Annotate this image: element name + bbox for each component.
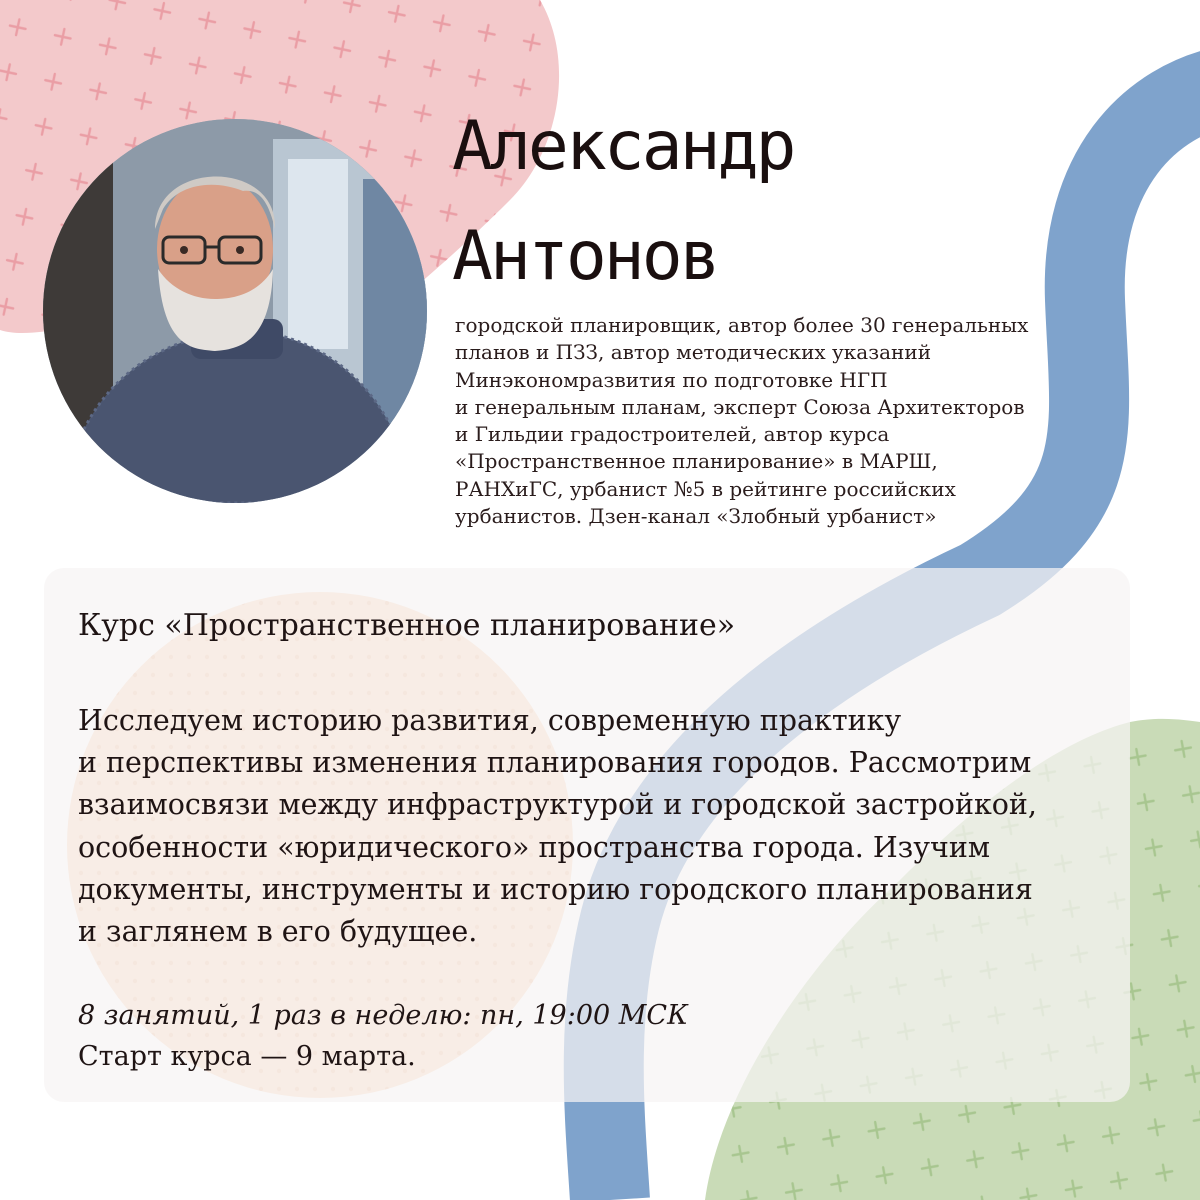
course-start-date: Старт курса — 9 марта. [78,1041,416,1072]
speaker-last-name: Антонов [452,217,718,296]
speaker-first-name: Александр [452,107,794,186]
bio-line: планов и ПЗЗ, автор методических указаний [455,340,932,365]
speaker-name [452,92,793,312]
course-description [78,700,1037,953]
bio-line: «Пространственное планирование» в МАРШ, [455,449,938,474]
speaker-bio [455,312,1155,530]
bio-line: и Гильдии градостроителей, автор курса [455,422,890,447]
description-line: Исследуем историю развития, современную практику [78,704,902,737]
course-schedule: 8 занятий, 1 раз в неделю: пн, 19:00 МСК [78,1000,688,1031]
course-title: Курс «Пространственное планирование» [78,608,736,643]
bio-line: Минэкономразвития по подготовке НГП [455,367,888,392]
bio-line: РАНХиГС, урбанист №5 в рейтинге российских [455,476,956,501]
speaker-photo [43,119,427,503]
description-line: взаимосвязи между инфраструктурой и городской застройкой, [78,788,1037,822]
bio-line: городской планировщик, автор более 30 генеральных [455,313,1029,337]
description-line: особенности «юридического» пространства города. Изучим [78,830,990,864]
bio-line: и генеральным планам, эксперт Союза Архитекторов [455,394,1025,419]
description-line: и перспективы изменения планирования городов. Рассмотрим [78,746,1032,780]
description-line: и заглянем в его будущее. [78,915,478,949]
bio-line: урбанистов. Дзен-канал «Злобный урбанист» [455,504,937,529]
description-line: документы, инструменты и историю городского планирования [78,872,1033,906]
